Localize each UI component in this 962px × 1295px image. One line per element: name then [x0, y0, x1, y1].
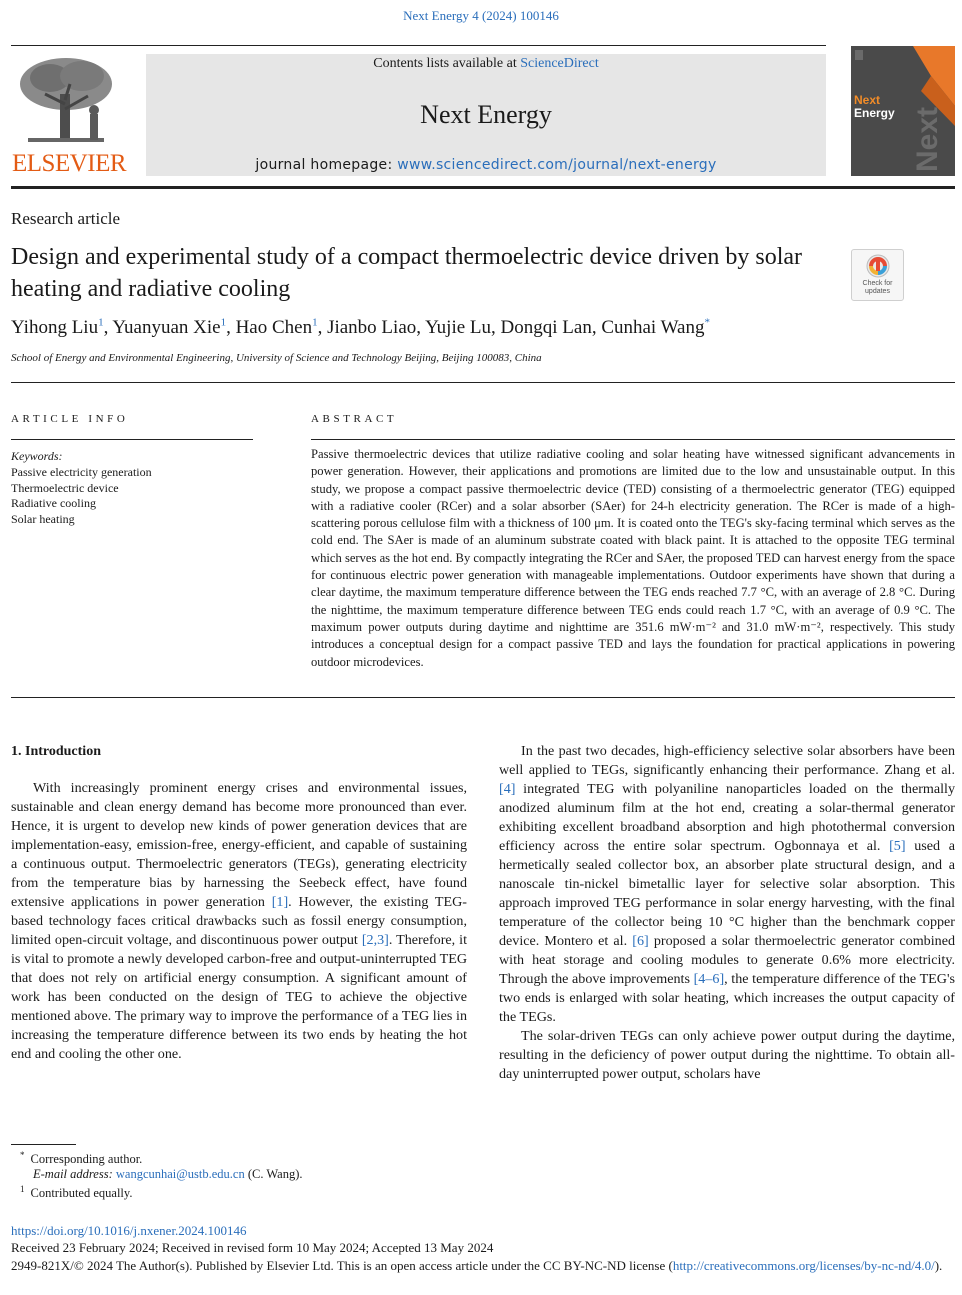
intro-text: With increasingly prominent energy crises and environmental issues, sustainable and clean energy demand has become more pronounced than ever. Hence, it is urgent to develop new kinds of power generation devices that are implementation-easy, emission-free, energy-efficient, and capable of sustaining a continuous output. Thermoelectric generators (TEGs), generating electricity from the temperature bias by harnessing the Seebeck effect, have found extensive applications in power generation — [11, 780, 467, 910]
author-email-link[interactable]: wangcunhai@ustb.edu.cn — [115, 1167, 245, 1181]
contents-prefix: Contents lists available at — [373, 56, 521, 71]
footnote-mark: 1 — [20, 1184, 25, 1194]
citation-ref-link[interactable]: [1] — [271, 894, 289, 910]
sciencedirect-link[interactable]: ScienceDirect — [520, 56, 599, 71]
footnote-text: Contributed equally. — [30, 1186, 133, 1201]
author-name[interactable]: Hao Chen — [235, 317, 313, 338]
abstract-heading: ABSTRACT — [311, 413, 398, 425]
footnote-text: Corresponding author. — [30, 1152, 143, 1167]
keyword-item: Radiative cooling — [11, 496, 96, 511]
license-statement — [11, 1257, 956, 1274]
author-name[interactable]: Yujie Lu — [425, 317, 492, 338]
cover-energy-label: Energy — [854, 106, 895, 120]
author-mark[interactable]: 1 — [312, 316, 318, 329]
contents-line — [146, 56, 826, 72]
intro-right-column — [499, 742, 955, 1084]
citation-ref-link[interactable]: [5] — [889, 838, 906, 854]
cover-next-label: Next — [854, 93, 881, 107]
author-name[interactable]: Cunhai Wang — [601, 317, 705, 338]
intro-text: used a hermetically sealed collector box, an absorber plate structural design, and a nanoscale tin-nickel bimetallic layer for selective solar absorption. This approach improved TEG performance in solar energy harvesting, with the final temperature of the collector being 10 °C higher than the benchmark copper device. Montero et al. — [499, 838, 955, 949]
journal-cover-thumbnail[interactable] — [851, 46, 955, 176]
homepage-prefix: journal homepage: — [255, 157, 398, 173]
author-mark[interactable]: * — [704, 316, 710, 329]
keyword-item: Passive electricity generation — [11, 464, 152, 479]
abstract-rule — [311, 439, 955, 440]
header-bottom-rule — [11, 186, 955, 189]
check-updates-icon — [866, 254, 890, 280]
article-info-heading: ARTICLE INFO — [11, 413, 129, 425]
intro-text: . However, the existing TEG-based technology faces critical drawbacks such as fossil energy consumption, limited open-circuit voltage, and discontinuous power output — [11, 894, 467, 948]
author-mark[interactable]: 1 — [98, 316, 104, 329]
section-heading-introduction: 1. Introduction — [11, 744, 101, 759]
footnote-corresponding — [20, 1150, 142, 1167]
license-text: 2949-821X/© 2024 The Author(s). Published by Elsevier Ltd. This is an open access article under the CC BY-NC-ND license ( — [11, 1258, 673, 1273]
email-label: E-mail address: — [33, 1167, 113, 1181]
author-name[interactable]: Dongqi Lan — [500, 317, 592, 338]
intro-text: . Therefore, it is vital to promote a newly developed carbon-free and output-uninterrupted TEG that does not rely on artificial energy consumption. A significant amount of work has been conducted on the design of TEG to achieve the objective mentioned above. The primary way to improve the performance of a TEG lies in increasing the temperature difference between its two ends by heating the hot end and cooling the other one. — [11, 932, 467, 1062]
journal-title: Next Energy — [420, 100, 552, 129]
footnote-mark: * — [20, 1150, 25, 1160]
keywords-label: Keywords: — [11, 449, 63, 463]
intro-paragraph — [499, 742, 955, 1027]
author-list: Yihong Liu$^1$, Yuanyuan Xie$^1$, Hao Chen$^1$, Jianbo Liao, Yujie Lu, Dongqi Lan, Cunhai Wang* — [11, 316, 710, 338]
intro-left-column — [11, 779, 467, 1064]
citation-ref-link[interactable]: [2,3] — [361, 932, 389, 948]
citation-ref-link[interactable]: [4] — [499, 781, 516, 797]
intro-text: proposed a solar thermoelectric generator combined with heat storage and cooling modules to generate 0.6% more electricity. Through the above improvements — [499, 933, 955, 987]
journal-homepage-line — [146, 157, 826, 173]
header-top-rule — [11, 45, 826, 46]
keyword-item: Solar heating — [11, 512, 75, 527]
license-suffix: ). — [934, 1258, 943, 1273]
journal-homepage-link[interactable]: www.sciencedirect.com/journal/next-energy — [397, 157, 717, 173]
citation-ref-link[interactable]: [4–6] — [693, 971, 725, 987]
footnote-email — [33, 1167, 303, 1182]
check-for-updates-button[interactable] — [851, 249, 904, 301]
intro-text: integrated TEG with polyaniline nanoparticles loaded on the thermally anodized aluminum film at the hot end, creating a solar-thermal generator exhibiting excellent broadband absorption and high photothermal conversion efficiency across the entire solar spectrum. Ogbonnaya et al. — [499, 781, 955, 854]
abstract-bottom-rule — [11, 697, 955, 698]
keywords-block — [11, 449, 152, 528]
keyword-item: Thermoelectric device — [11, 480, 119, 495]
footnote-rule — [11, 1144, 76, 1145]
article-type: Research article — [11, 209, 121, 228]
license-link[interactable]: http://creativecommons.org/licenses/by-nc-nd/4.0/ — [672, 1258, 935, 1273]
author-mark[interactable]: 1 — [220, 316, 227, 329]
journal-citation-link[interactable]: Next Energy 4 (2024) 100146 — [403, 8, 559, 23]
authors-bottom-rule — [11, 382, 955, 383]
intro-text: In the past two decades, high-efficiency selective solar absorbers have been well applied to TEGs, significantly enhancing their performance. Zhang et al. — [499, 743, 955, 778]
author-name[interactable]: Yuanyuan Xie — [112, 317, 221, 338]
doi-link[interactable]: https://doi.org/10.1016/j.nxener.2024.100146 — [11, 1223, 247, 1238]
intro-text: , the temperature difference of the TEG's two ends is enlarged with solar heating, which increases the output capacity of the TEGs. — [499, 971, 955, 1025]
article-title: Design and experimental study of a compact thermoelectric device driven by solar heating and radiative cooling — [11, 244, 803, 302]
publisher-name: ELSEVIER — [12, 150, 127, 177]
citation-ref-link[interactable]: [6] — [632, 933, 649, 949]
author-name[interactable]: Jianbo Liao — [327, 317, 417, 338]
intro-paragraph: The solar-driven TEGs can only achieve power output during the daytime, resulting in the deficiency of power output during the nighttime. To obtain all-day uninterrupted power output, scholars have — [499, 1028, 955, 1082]
cover-side-label: Next — [911, 106, 944, 172]
article-info-rule — [11, 439, 253, 440]
received-dates: Received 23 February 2024; Received in revised form 10 May 2024; Accepted 13 May 2024 — [11, 1240, 494, 1255]
footnote-contributed — [20, 1184, 132, 1201]
check-updates-label: Check for updates — [862, 280, 893, 295]
author-name[interactable]: Yihong Liu — [11, 317, 99, 338]
email-suffix: (C. Wang). — [244, 1167, 303, 1181]
abstract-text: Passive thermoelectric devices that utilize radiative cooling and solar heating have witnessed significant advancements in power generation. However, their applications and promotions are limited due to the low and unsustainable output. In this study, we propose a compact passive thermoelectric device (TED) consisting of a thermoelectric generator (TEG) equipped with a radiative cooler (RCer) and a solar absorber (SAer) for 24-h electricity generation. The RCer is made of a high-scattering porous cellulose film with a thickness of 100 μm. It is coated onto the TEG's sky-facing terminal which serves as the cold end. The SAer is made of an aluminum substrate coated with black paint. It is attached to the opposite TEG terminal which serves as the hot end. By compactly integrating the RCer and SAer, the proposed TED can harvest energy from the space for continuous electric power generation with manageable implementations. Outdoor experiments have shown that during a clear daytime, the maximum temperature difference between the TEG ends reached 7.7 °C, with an average of 2.8 °C. During the nighttime, the maximum temperature difference between TEG ends could reach 1.7 °C, with an average of 0.9 °C. The maximum power outputs during daytime and nighttime are 351.6 mW·m⁻² and 31.0 mW·m⁻², respectively. This study introduces a conceptual design for a compact passive TED and lays the foundation for practical applications in powering outdoor microdevices. — [311, 447, 955, 669]
affiliation: School of Energy and Environmental Engineering, University of Science and Technology Beijing, Beijing 100083, China — [11, 352, 542, 364]
